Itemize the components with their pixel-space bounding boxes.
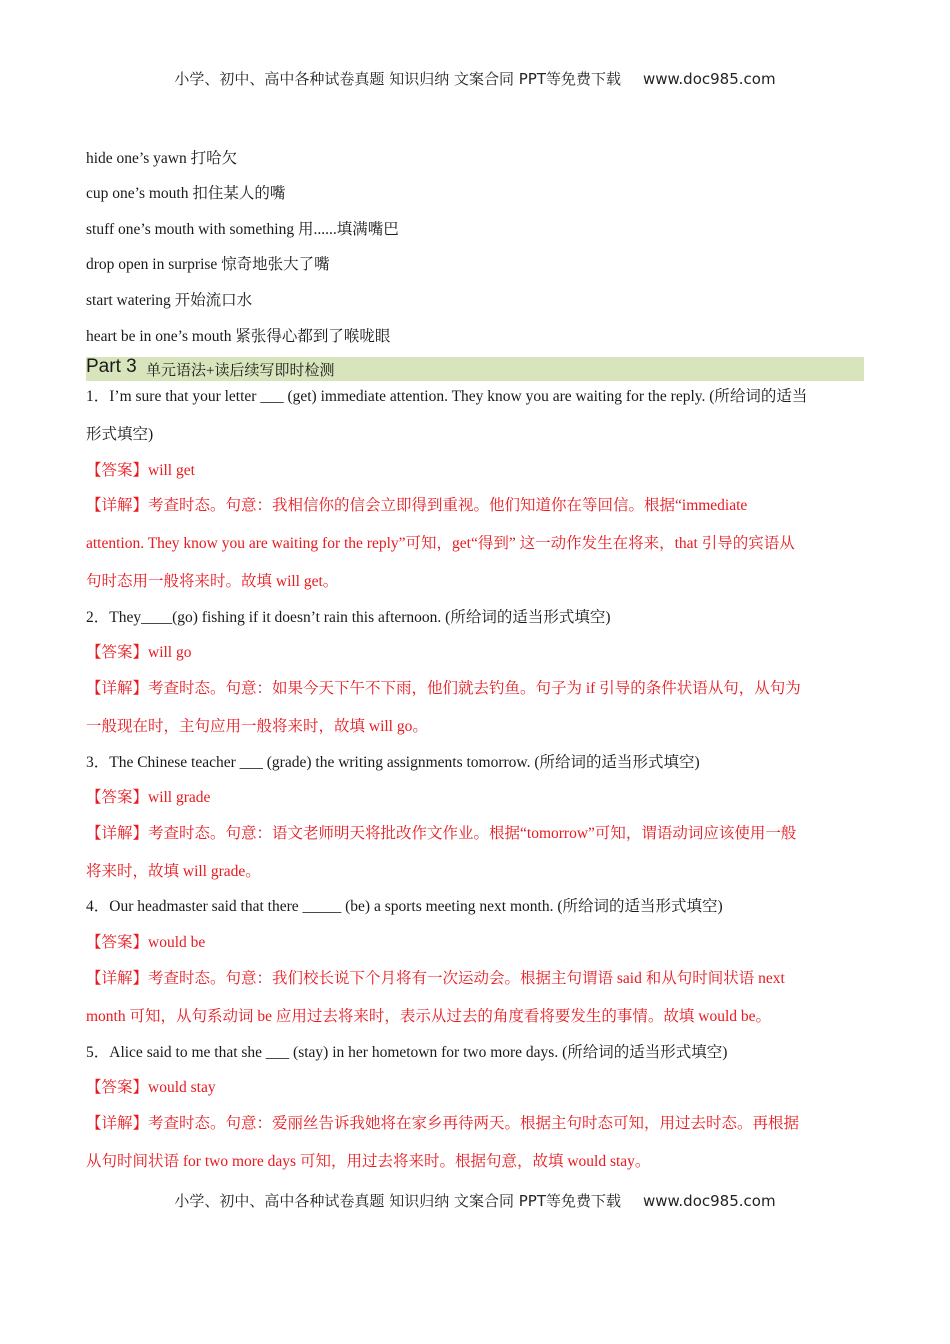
detail-line: 一般现在时，主句应用一般将来时，故填 will go。 xyxy=(86,718,428,735)
detail-line: 【详解】考查时态。句意：如果今天下午不下雨，他们就去钓鱼。句子为 if 引导的条件状语从句，从句为 xyxy=(86,680,801,697)
detail-line: 句时态用一般将来时。故填 will get。 xyxy=(86,573,339,590)
question-text: 1．I’m sure that your letter ___ (get) immediate attention. They know you are waiting for the reply. (所给词的适当 xyxy=(86,388,808,405)
detail-line: 【详解】考查时态。句意：我们校长说下个月将有一次运动会。根据主句谓语 said 和从句时间状语 next xyxy=(86,970,785,987)
answer-line: 【答案】will grade xyxy=(86,789,211,806)
section-number: Part 3 xyxy=(86,356,137,377)
answer-line: 【答案】would be xyxy=(86,934,206,951)
question-text: 3．The Chinese teacher ___ (grade) the writing assignments tomorrow. (所给词的适当形式填空) xyxy=(86,754,700,771)
phrase-line: drop open in surprise 惊奇地张大了嘴 xyxy=(86,256,330,273)
detail-line: 将来时，故填 will grade。 xyxy=(86,863,261,880)
detail-line: month 可知，从句系动词 be 应用过去将来时，表示从过去的角度看将要发生的事情。故填 would be。 xyxy=(86,1008,771,1025)
footer-text: 小学、初中、高中各种试卷真题 知识归纳 文案合同 PPT等免费下载 xyxy=(174,1192,621,1210)
section-heading xyxy=(86,357,864,381)
detail-line: 从句时间状语 for two more days 可知，用过去将来时。根据句意，故填 would stay。 xyxy=(86,1153,651,1170)
question-text: 4．Our headmaster said that there _____ (be) a sports meeting next month. (所给词的适当形式填空) xyxy=(86,898,723,915)
answer-line: 【答案】would stay xyxy=(86,1079,216,1096)
phrase-line: heart be in one’s mouth 紧张得心都到了喉咙眼 xyxy=(86,328,391,345)
phrase-line: hide one’s yawn 打哈欠 xyxy=(86,150,238,167)
detail-line: 【详解】考查时态。句意：我相信你的信会立即得到重视。他们知道你在等回信。根据“immediate xyxy=(86,497,748,514)
question-text: 2．They____(go) fishing if it doesn’t rain this afternoon. (所给词的适当形式填空) xyxy=(86,609,611,626)
detail-line: attention. They know you are waiting for the reply”可知，get“得到” 这一动作发生在将来，that 引导的宾语从 xyxy=(86,535,795,552)
answer-line: 【答案】will get xyxy=(86,462,195,479)
detail-line: 【详解】考查时态。句意：语文老师明天将批改作文作业。根据“tomorrow”可知，谓语动词应该使用一般 xyxy=(86,825,797,842)
header-text: 小学、初中、高中各种试卷真题 知识归纳 文案合同 PPT等免费下载 xyxy=(174,70,621,88)
page-footer xyxy=(0,1190,950,1211)
phrase-line: cup one’s mouth 扣住某人的嘴 xyxy=(86,185,286,202)
footer-site: www.doc985.com xyxy=(642,1192,776,1210)
header-site: www.doc985.com xyxy=(642,70,776,88)
question-text: 5．Alice said to me that she ___ (stay) in her hometown for two more days. (所给词的适当形式填空) xyxy=(86,1044,728,1061)
answer-line: 【答案】will go xyxy=(86,644,192,661)
page-header xyxy=(0,68,950,89)
phrase-line: start watering 开始流口水 xyxy=(86,292,253,309)
section-title: 单元语法+读后续写即时检测 xyxy=(146,363,335,379)
phrase-line: stuff one’s mouth with something 用......填满嘴巴 xyxy=(86,221,399,238)
detail-line: 【详解】考查时态。句意：爱丽丝告诉我她将在家乡再待两天。根据主句时态可知，用过去时态。再根据 xyxy=(86,1115,800,1132)
question-text: 形式填空) xyxy=(86,426,154,443)
